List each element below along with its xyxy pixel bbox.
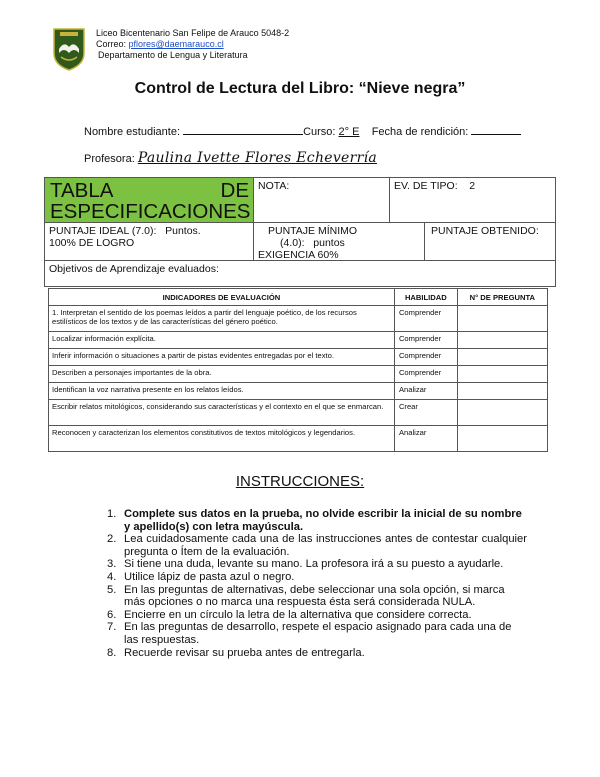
question-number-cell[interactable] — [457, 349, 547, 366]
course-label: Curso: — [303, 126, 339, 138]
minimum-score-points: (4.0): puntos — [280, 237, 345, 249]
learning-objectives-label: Objetivos de Aprendizaje evaluados: — [49, 263, 219, 275]
skill-text: Analizar — [394, 426, 457, 452]
instruction-item — [107, 508, 527, 533]
question-number-cell[interactable] — [457, 383, 547, 400]
question-number-cell[interactable] — [457, 366, 547, 383]
table-row — [49, 306, 548, 332]
question-number-cell[interactable] — [457, 400, 547, 426]
learning-objectives-cell — [45, 261, 555, 286]
question-number-cell[interactable] — [457, 306, 547, 332]
ideal-achievement: 100% DE LOGRO — [49, 237, 135, 249]
spec-title-word-1: TABLA — [50, 179, 114, 202]
instruction-number: 8. — [107, 646, 117, 659]
department: Departamento de Lengua y Literatura — [98, 50, 248, 60]
table-row — [49, 349, 548, 366]
table-row — [49, 383, 548, 400]
spec-title-word-2: DE — [220, 179, 249, 202]
instruction-item — [107, 647, 527, 660]
instruction-number: 7. — [107, 621, 117, 634]
question-number-cell[interactable] — [457, 332, 547, 349]
header-skill: HABILIDAD — [394, 289, 457, 306]
indicator-text: Localizar información explícita. — [49, 332, 395, 349]
instruction-text: Encierre en un círculo la letra de la alternativa que considere correcta. — [124, 608, 472, 621]
skill-text: Comprender — [394, 332, 457, 349]
minimum-score-cell — [254, 223, 425, 261]
instruction-text: Si tiene una duda, levante su mano. La profesora irá a su puesto a ayudarle. — [124, 558, 504, 571]
obtained-score-cell[interactable] — [425, 223, 555, 261]
instruction-item — [107, 621, 527, 646]
question-number-cell[interactable] — [457, 426, 547, 452]
minimum-score-label: PUNTAJE MÍNIMO — [268, 225, 358, 237]
table-row — [49, 366, 548, 383]
email-link[interactable]: pflores@daemarauco.cl — [128, 39, 224, 49]
instruction-number: 4. — [107, 570, 117, 583]
teacher-label: Profesora: — [84, 153, 138, 165]
course-value: 2° E — [338, 126, 360, 138]
teacher-line — [84, 150, 377, 166]
instruction-text: Complete sus datos en la prueba, no olvide escribir la inicial de su nombre y apellido(s) con letra mayúscula. — [124, 508, 522, 533]
document-title: Control de Lectura del Libro: “Nieve negra” — [134, 80, 466, 97]
indicator-text: Escribir relatos mitológicos, considerando sus características y el contexto en el que se enmarcan. — [49, 400, 395, 426]
indicator-text: Identifican la voz narrativa presente en los relatos leídos. — [49, 383, 395, 400]
table-row — [49, 426, 548, 452]
ideal-score-label: PUNTAJE IDEAL (7.0): Puntos. — [49, 225, 201, 237]
instruction-number: 5. — [107, 583, 117, 596]
grade-cell[interactable] — [254, 178, 390, 223]
instruction-item — [107, 571, 527, 584]
spec-table-title — [45, 178, 254, 223]
header-indicators: INDICADORES DE EVALUACIÓN — [49, 289, 395, 306]
student-name-field[interactable] — [183, 124, 303, 135]
date-label: Fecha de rendición: — [371, 126, 469, 138]
ideal-score-cell — [45, 223, 254, 261]
spec-title-word-3: ESPECIFICACIONES — [50, 200, 251, 223]
skill-text: Crear — [394, 400, 457, 426]
email-label: Correo: — [96, 39, 129, 49]
date-field[interactable] — [471, 124, 521, 135]
instruction-number: 6. — [107, 608, 117, 621]
instruction-text: Lea cuidadosamente cada una de las instrucciones antes de contestar cualquier pregunta o Ítem de la evaluación. — [124, 533, 527, 558]
instruction-item — [107, 533, 527, 558]
header-question-number: N° DE PREGUNTA — [457, 289, 547, 306]
specification-table — [44, 177, 556, 287]
skill-text: Analizar — [394, 383, 457, 400]
school-info — [96, 28, 289, 61]
instruction-text: En las preguntas de desarrollo, respete el espacio asignado para cada una de las respuestas. — [124, 621, 512, 646]
instruction-item — [107, 584, 527, 609]
instruction-text: Recuerde revisar su prueba antes de entregarla. — [124, 646, 365, 659]
indicators-table — [48, 288, 548, 452]
skill-text: Comprender — [394, 306, 457, 332]
indicator-text: Inferir información o situaciones a partir de pistas evidentes entregadas por el texto. — [49, 349, 395, 366]
evaluation-type-value: 2 — [469, 180, 476, 192]
instruction-number: 3. — [107, 558, 117, 571]
skill-text: Comprender — [394, 366, 457, 383]
school-name: Liceo Bicentenario San Felipe de Arauco 5048-2 — [96, 28, 290, 38]
email-line — [96, 39, 289, 50]
instruction-number: 1. — [107, 508, 117, 520]
obtained-score-label: PUNTAJE OBTENIDO: — [431, 225, 539, 237]
instruction-item — [107, 609, 527, 622]
school-crest-icon — [52, 27, 86, 71]
skill-text: Comprender — [394, 349, 457, 366]
minimum-requirement: EXIGENCIA 60% — [258, 249, 339, 261]
student-name-label: Nombre estudiante: — [84, 126, 180, 138]
evaluation-type-label: EV. DE TIPO: — [394, 180, 458, 192]
indicator-text: 1. Interpretan el sentido de los poemas leídos a partir del lenguaje poético, de los recursos estilísticos de los textos y de las características del género poético. — [49, 306, 395, 332]
instruction-text: Utilice lápiz de pasta azul o negro. — [124, 570, 295, 583]
grade-label: NOTA: — [258, 180, 290, 192]
teacher-name: Paulina Ivette Flores Echeverría — [137, 150, 378, 166]
instructions-title: INSTRUCCIONES: — [235, 473, 365, 490]
instruction-number: 2. — [107, 533, 117, 546]
student-info-line — [84, 124, 521, 138]
indicator-text: Describen a personajes importantes de la obra. — [49, 366, 395, 383]
instructions-list — [107, 508, 527, 659]
indicators-header-row — [49, 289, 548, 306]
table-row — [49, 332, 548, 349]
table-row — [49, 400, 548, 426]
instruction-text: En las preguntas de alternativas, debe seleccionar una sola opción, si marca más opciones o no marca una respuesta ésta será considerada NULA. — [124, 583, 505, 609]
indicator-text: Reconocen y caracterizan los elementos constitutivos de textos mitológicos y legendarios. — [49, 426, 395, 452]
evaluation-type-cell — [390, 178, 555, 223]
instruction-item — [107, 558, 527, 571]
